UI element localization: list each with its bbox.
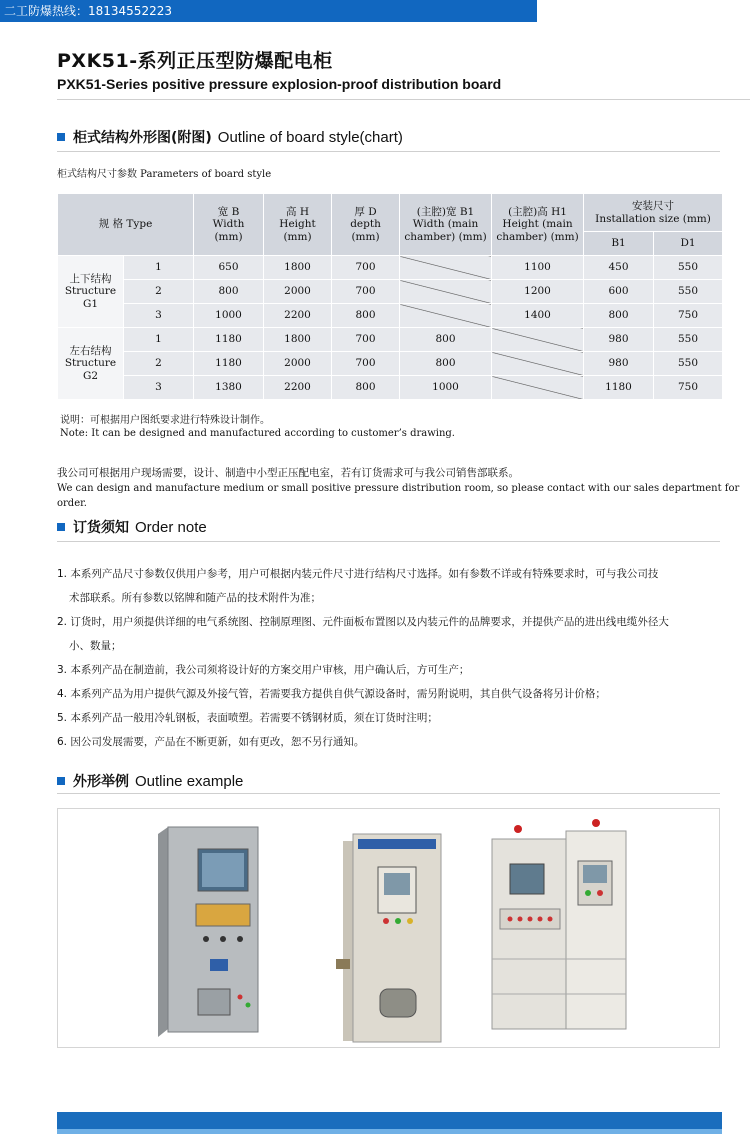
section-bullet-icon (57, 777, 65, 785)
table-row (58, 256, 723, 280)
cell-install-b1: 800 (584, 304, 654, 328)
table-row (58, 352, 723, 376)
list-item (57, 562, 722, 610)
cell-width: 1180 (194, 352, 264, 376)
order-line: 4. 本系列产品为用户提供气源及外接气管，若需要我方提供自供气源设备时，需另附说明，其自供气设备将另计价格； (57, 688, 606, 700)
cell-height-main (492, 352, 584, 376)
section-order-heading (57, 517, 207, 537)
cell-height-main: 1200 (492, 280, 584, 304)
header-height-main (492, 194, 584, 256)
section-bullet-icon (57, 523, 65, 531)
cell-width: 1000 (194, 304, 264, 328)
header-depth (332, 194, 400, 256)
cell-install-d1: 550 (654, 328, 723, 352)
cell-height: 1800 (264, 328, 332, 352)
header-height-en: Height (279, 218, 316, 231)
group-g1-cn: 上下结构 (69, 273, 112, 286)
cell-width-main: 800 (400, 328, 492, 352)
order-line-cont: 术部联系。所有参数以铭牌和随产品的技术附件为准； (69, 592, 321, 604)
cell-width-main: 1000 (400, 376, 492, 400)
cell-no: 3 (124, 376, 194, 400)
header-height-cn: 高 H (286, 206, 310, 219)
table-row (58, 376, 723, 400)
cell-no: 2 (124, 352, 194, 376)
room-note-cn: 我公司可根据用户现场需要，设计、制造中小型正压配电室，若有订货需求可与我公司销售部联系。 (57, 467, 519, 479)
table-note (60, 414, 455, 440)
header-width-cn: 宽 B (217, 206, 240, 219)
table-note-en: Note: It can be designed and manufactured according to customer’s drawing. (60, 428, 455, 439)
cell-install-b1: 600 (584, 280, 654, 304)
cabinet-photo-stainless (158, 827, 258, 1037)
cell-install-d1: 550 (654, 352, 723, 376)
table-row (58, 280, 723, 304)
header-height (264, 194, 332, 256)
order-line: 2. 订货时，用户须提供详细的电气系统图、控制原理图、元件面板布置图以及内装元件的品牌要求，并提供产品的进出线电缆外径大 (57, 616, 669, 628)
group-label-g2 (58, 328, 124, 400)
list-item (57, 658, 722, 682)
cell-install-b1: 980 (584, 328, 654, 352)
spec-table (57, 193, 723, 400)
cell-height: 2200 (264, 304, 332, 328)
cell-width-main (400, 280, 492, 304)
room-note (57, 466, 750, 511)
order-line: 1. 本系列产品尺寸参数仅供用户参考，用户可根据内装元件尺寸进行结构尺寸选择。如有参数不详或有特殊要求时，可与我公司技 (57, 568, 659, 580)
product-photos (58, 809, 719, 1047)
header-depth-unit: (mm) (351, 230, 380, 243)
header-width-main (400, 194, 492, 256)
cell-install-d1: 550 (654, 280, 723, 304)
header-b1: B1 (584, 232, 654, 256)
header-install-cn: 安装尺寸 (632, 200, 675, 213)
cell-depth: 800 (332, 376, 400, 400)
section-order-cn: 订货须知 (73, 520, 129, 536)
list-item (57, 730, 722, 754)
cell-width: 1380 (194, 376, 264, 400)
cell-install-d1: 750 (654, 304, 723, 328)
section-bullet-icon (57, 133, 65, 141)
cell-install-b1: 980 (584, 352, 654, 376)
cell-install-b1: 450 (584, 256, 654, 280)
params-caption: 柜式结构尺寸参数 Parameters of board style (57, 169, 272, 180)
header-width (194, 194, 264, 256)
footer-strip (57, 1129, 722, 1134)
order-notes-list (57, 562, 722, 754)
header-height-main-unit: chamber) (mm) (496, 230, 579, 243)
room-note-en: We can design and manufacture medium or small positive pressure distribution room, so please contact with our sales department for order. (57, 483, 740, 509)
cell-depth: 800 (332, 304, 400, 328)
header-height-main-cn: (主腔)高 H1 (508, 206, 567, 219)
order-line: 5. 本系列产品一般用冷轧钢板，表面喷塑。若需要不锈钢材质，须在订货时注明； (57, 712, 438, 724)
page-title-en: PXK51-Series positive pressure explosion-proof distribution board (57, 76, 502, 92)
cell-height-main (492, 328, 584, 352)
header-width-main-cn: (主腔)宽 B1 (416, 206, 475, 219)
order-line-cont: 小、数量； (69, 640, 122, 652)
cell-width: 800 (194, 280, 264, 304)
footer-bar (57, 1112, 722, 1129)
order-line: 3. 本系列产品在制造前，我公司须将设计好的方案交用户审核，用户确认后，方可生产； (57, 664, 470, 676)
cell-no: 1 (124, 328, 194, 352)
group-g2-en: Structure (64, 357, 117, 370)
cell-height: 2000 (264, 280, 332, 304)
cell-width: 650 (194, 256, 264, 280)
cell-height-main: 1100 (492, 256, 584, 280)
header-width-unit: (mm) (214, 230, 243, 243)
section-order-divider (57, 541, 720, 542)
cell-height: 2200 (264, 376, 332, 400)
cell-depth: 700 (332, 352, 400, 376)
header-d1: D1 (654, 232, 723, 256)
header-depth-cn: 厚 D (354, 206, 377, 219)
group-g2-code: G2 (82, 369, 99, 382)
section-outline-heading (57, 127, 403, 147)
order-line: 6. 因公司发展需要，产品在不断更新，如有更改，恕不另行通知。 (57, 736, 365, 748)
cell-install-d1: 750 (654, 376, 723, 400)
cell-no: 2 (124, 280, 194, 304)
section-order-en: Order note (135, 518, 207, 536)
title-divider (57, 99, 750, 100)
list-item (57, 682, 722, 706)
cell-width-main (400, 304, 492, 328)
table-row (58, 304, 723, 328)
section-outline-divider (57, 151, 720, 152)
section-outline-cn: 柜式结构外形图(附图) (73, 130, 212, 146)
product-photo-panel (57, 808, 720, 1048)
group-g2-cn: 左右结构 (69, 345, 112, 358)
cell-width-main: 800 (400, 352, 492, 376)
page-title-cn: PXK51-系列正压型防爆配电柜 (57, 50, 333, 72)
cell-no: 3 (124, 304, 194, 328)
cell-depth: 700 (332, 280, 400, 304)
section-example-cn: 外形举例 (73, 774, 129, 790)
cell-depth: 700 (332, 256, 400, 280)
cell-height-main: 1400 (492, 304, 584, 328)
section-outline-en: Outline of board style(chart) (217, 128, 403, 146)
section-example-heading (57, 771, 243, 791)
header-height-main-en: Height (main (502, 218, 573, 231)
header-width-main-en: Width (main (412, 218, 479, 231)
list-item (57, 610, 722, 658)
group-label-g1 (58, 256, 124, 328)
header-install (584, 194, 723, 232)
cell-width-main (400, 256, 492, 280)
cell-install-d1: 550 (654, 256, 723, 280)
table-note-cn: 说明：可根据用户图纸要求进行特殊设计制作。 (60, 415, 270, 426)
cell-install-b1: 1180 (584, 376, 654, 400)
header-width-main-unit: chamber) (mm) (404, 230, 487, 243)
header-width-en: Width (212, 218, 245, 231)
group-g1-code: G1 (82, 297, 99, 310)
table-row (58, 328, 723, 352)
header-height-unit: (mm) (283, 230, 312, 243)
header-depth-en: depth (350, 218, 381, 231)
cabinet-photo-double (492, 819, 626, 1029)
header-spec: 规 格 Type (58, 194, 194, 256)
cell-height-main (492, 376, 584, 400)
group-g1-en: Structure (64, 285, 117, 298)
cabinet-photo-grey (336, 834, 441, 1042)
cell-depth: 700 (332, 328, 400, 352)
cell-height: 1800 (264, 256, 332, 280)
list-item (57, 706, 722, 730)
cell-width: 1180 (194, 328, 264, 352)
section-example-divider (57, 793, 720, 794)
section-example-en: Outline example (135, 772, 244, 790)
cell-no: 1 (124, 256, 194, 280)
header-install-en: Installation size (mm) (595, 212, 711, 225)
cell-height: 2000 (264, 352, 332, 376)
hotline-banner: 二工防爆热线：18134552223 (0, 0, 537, 22)
